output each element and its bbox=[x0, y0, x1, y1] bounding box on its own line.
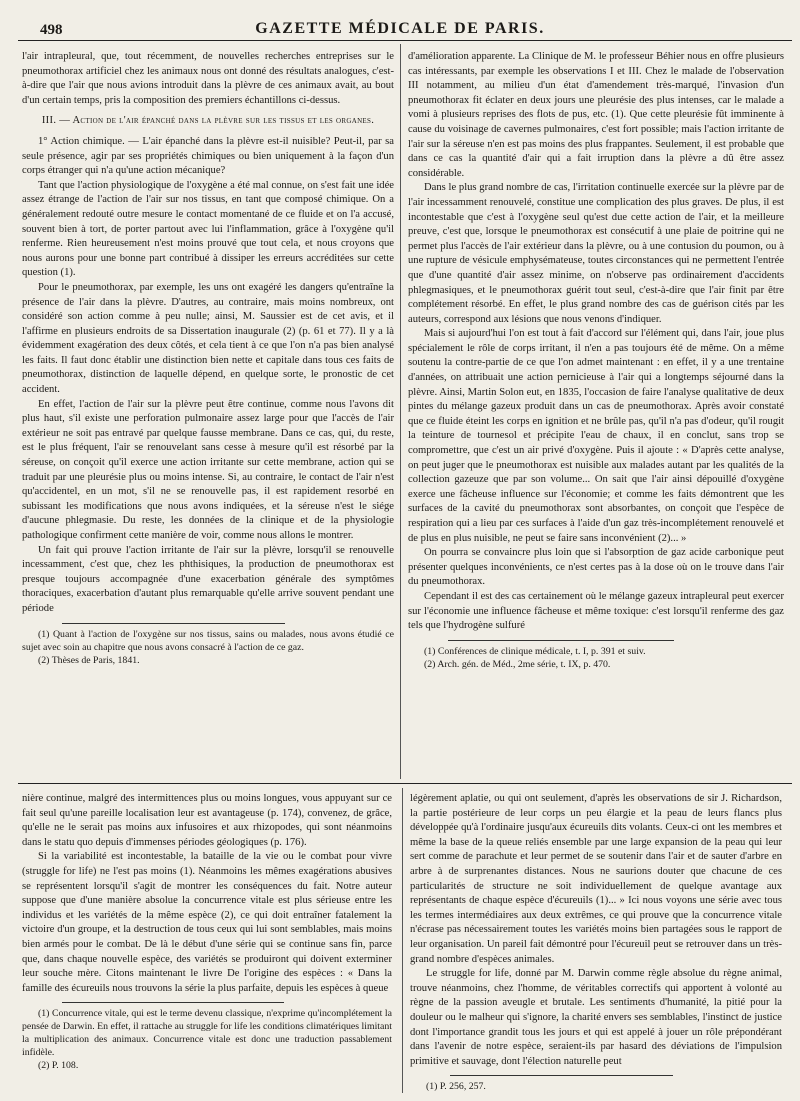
column-top-right bbox=[408, 50, 784, 776]
paragraph: Un fait qui prouve l'action irritante de l'air sur la plèvre, lorsqu'il se renouvelle incessamment, c'est que, chez les phthisiques, la production de pneumothorax est presque toujours accompagnée d'une exacerbation générale des symptômes thoraciques, exacerbation d'autant plus remarquable qu'elle arrive souvent pendant une période bbox=[22, 544, 394, 614]
paragraph: On pourra se convaincre plus loin que si l'absorption de gaz acide carbonique peut présenter quelques inconvénients, ce n'est certes pas à la dose où on le trouve dans l'air du pneumothorax. bbox=[408, 547, 784, 588]
footnote: (1) Concurrence vitale, qui est le terme devenu classique, n'exprime qu'incomplétement la pensée de Darwin. En effet, il rattache au struggle for life les conditions climatériques limitant la multiplication des animaux. Concurrence vitale est donc une traduction passablement infidèle. bbox=[22, 1008, 392, 1059]
paragraph: nière continue, malgré des intermittences plus ou moins longues, vous appuyant sur ce fait seul qu'une pareille localisation leur est avantageuse (p. 174), convenez, de grâce, qu'elle ne le serait pas moins aux infusoires et aux rhizopodes, qui sont néanmoins dans le statu quo depuis d'immenses périodes géologiques (p. 176). bbox=[22, 793, 392, 848]
section-heading: III. — Action de l'air épanché dans la plèvre sur les tissus et les organes. bbox=[41, 115, 375, 127]
footnote: (2) Arch. gén. de Méd., 2me série, t. IX, p. 470. bbox=[424, 658, 611, 670]
journal-title: GAZETTE MÉDICALE DE PARIS. bbox=[255, 20, 545, 37]
paragraph: Cependant il est des cas certainement où le mélange gazeux intrapleural peut exercer sur l'économie une influence fâcheuse et même toxique: c'est lorsqu'il renferme des gaz tels que l'hydrogène sulfuré bbox=[408, 590, 784, 632]
paragraph: l'air intrapleural, que, tout récemment, de nouvelles recherches entreprises sur le pneumothorax artificiel chez les animaux nous ont donné des résultats analogues, c'est-à-dire que l'air que nous avions introduit dans la plèvre de ces animaux avait, au bout d'un certain temps, pris la composition des premiers échantillons ci-dessus. bbox=[22, 51, 394, 106]
footnote: (2) P. 108. bbox=[38, 1060, 79, 1072]
section-rule bbox=[18, 783, 792, 784]
footnote: (1) Conférences de clinique médicale, t. I, p. 391 et suiv. bbox=[424, 645, 646, 657]
paragraph: d'amélioration apparente. La Clinique de M. le professeur Béhier nous en offre plusieurs cas intéressants, par exemple les observations I et III. Chez le malade de l'observation III notamment, au milieu d'un état d'amendement très-marqué, l'invasion d'un pneumothorax fit éclater en deux jours une pleurésie des plus intenses, car le malade a vomi à plusieurs reprises des flots de pus, etc. (1). Que cette pleurésie fût imminente à cause du voisinage de cavernes pulmonaires, c'est fort possible; mais l'action irritante de l'air sur la séreuse n'en est pas moins des plus frappantes. Seulement, il est probable que dans ce cas la quantité d'air qui a fait irruption dans la plèvre a dû être assez considérable. bbox=[408, 51, 784, 179]
paragraph: Dans le plus grand nombre de cas, l'irritation continuelle exercée sur la plèvre par de l'air incessamment renouvelé, constitue une complication des plus graves. De plus, il est incontestable que c'est à l'oxygène seul qu'est due cette action de l'air, et la meilleure preuve, c'est que, lorsque le pneumothorax est consécutif à une plaie de poitrine qui ne permet plus l'accès de l'air extérieur dans la plèvre, ou à une contusion du poumon, ou à une rupture de vésicule emphysémateuse, toutes circonstances qui ne permettent l'entrée que d'une quantité d'air assez minime, on n'observe pas ordinairement d'accidents phlegmasiques, et le pneumothorax guérit tout seul, c'est-à-dire que l'air finit par être complétement résorbé. En effet, le plus grand nombre des cas de guérison cités par les auteurs, correspond aux lésions que nous venons d'indiquer. bbox=[408, 182, 784, 325]
header-rule bbox=[18, 40, 792, 41]
footnote: (1) P. 256, 257. bbox=[426, 1081, 486, 1092]
paragraph: En effet, l'action de l'air sur la plèvre peut être continue, comme nous l'avons dit plus haut, s'il existe une perforation pulmonaire assez large pour que l'accès de l'air extérieur ne soit pas entravé par quelque fausse membrane. Dans ce cas, qui, du reste, est le plus fréquent, l'air se renouvelant sans cesse à mesure qu'il est résorbé par la séreuse, on conçoit qu'il exerce une action irritante sur cette membrane, action qui se traduit par une pleurésie plus ou moins intense. Si, au contraire, le contact de l'air n'est qu'accidentel, en un mot, s'il ne se renouvelle pas, il est rapidement resorbé en subissant les modifications que nous avons indiquées, et la séreuse n'est le siége d'aucune phlegmasie. Du reste, les données de la clinique et de la physiologie pathologique confirment cette manière de voir, comme nous allons le montrer. bbox=[22, 398, 394, 541]
paragraph: Si la variabilité est incontestable, la bataille de la vie ou le combat pour vivre (struggle for life) ne l'est pas moins (1). Néanmoins les mêmes exagérations abusives se représentent lorsqu'il s'agit de montrer les conséquences du fait. Notre auteur suppose que d'une manière absolue la concurrence vitale est plus sérieuse entre les individus et les variétés de la même espèce (2), ce qui doit entraîner fatalement la victoire d'un groupe, et la destruction de tous ceux qui lui sont semblables, mais moins bien armés pour le combat. De là le début d'une série qui se continue sans fin, parce que, dans chaque nouvelle espèce, des variétés se produiront qui doivent exterminer leur souche mère. Citons maintenant le livre De l'origine des espèces : « Dans la famille des écureuils nous trouvons la série la plus parfaite, depuis les espèces à queue bbox=[22, 851, 392, 994]
column-bottom-left bbox=[22, 792, 392, 1092]
footnote-separator bbox=[62, 1002, 284, 1003]
column-divider bbox=[400, 44, 401, 779]
footnote: (1) Quant à l'action de l'oxygène sur nos tissus, sains ou malades, nous avons étudié ce sujet avec soin au chapitre que nous avons consacré à l'action de ce gaz. bbox=[22, 628, 394, 653]
footnote: (2) Thèses de Paris, 1841. bbox=[38, 654, 140, 666]
paragraph: Pour le pneumothorax, par exemple, les uns ont exagéré les dangers qu'entraîne la présence de l'air dans la plèvre. D'autres, au contraire, mais moins nombreux, ont considéré son action comme à peu nulle; ainsi, M. Saussier est de cet avis, et il l'affirme en plusieurs endroits de sa Dissertation inaugurale (2) (p. 61 et 77). Il y a là évidemment exagération des deux côtés, et cela tient à ce que l'on n'a pas bien analysé les faits. Il faut donc établir une distinction bien nette et capitale dans tous ces faits de pneumothorax, distinction de laquelle dépend, en quelque sorte, le pronostic de cet accident. bbox=[22, 281, 394, 396]
paragraph: Mais si aujourd'hui l'on est tout à fait d'accord sur l'élément qui, dans l'air, joue plus spécialement le rôle de corps irritant, il n'en a pas toujours été de même. On a même soutenu la contre-partie de ce que l'on admet maintenant : en effet, il y a une trentaine d'années, on attribuait une action pernicieuse à l'air qui a longtemps séjourné dans la plèvre. Ainsi, Martin Solon eut, en 1835, l'occasion de faire l'analyse qualitative de deux pintes du mélange gazeux produit dans un cas de pneumothorax. Après avoir constaté que ce fluide éteint les corps en ignition et ne brûle pas, qu'il n'a pas d'odeur, qu'il rougit la teinture de tournesol et précipite l'eau de chaux, il en conclut, sans trop se compromettre, que c'est un air privé d'oxygène. Puis il ajoute : « D'après cette analyse, on peut juger que le pneumothorax est nuisible aux malades autant par les qualités de la collection gazeuze que par son volume... On sait que l'air ainsi dépouillé d'oxygène exerce une fâcheuse influence sur l'économie; et comme les faits démontrent que les surfaces de la cavité du pneumothorax sont absorbantes, on conçoit que l'espèce de respiration qui a lieu par ces surfaces à l'aide d'un gaz très-incomplétement renouvelé et de plus en plus nuisible, ne peut se faire sans inconvénient (2)... » bbox=[408, 328, 784, 544]
column-bottom-right bbox=[410, 792, 782, 1092]
page-number: 498 bbox=[40, 22, 63, 38]
paragraph: 1° Action chimique. — L'air épanché dans la plèvre est-il nuisible? Peut-il, par sa seule présence, agir par ses propriétés chimiques ou bien uniquement à la façon d'un corps étranger qui n'a qu'une action mécanique? bbox=[22, 135, 394, 177]
column-divider bbox=[402, 788, 403, 1093]
paragraph: Tant que l'action physiologique de l'oxygène a été mal connue, on s'est fait une idée assez étrange de l'action de l'air sur nos tissus, en tant que composé chimique. On a généralement redouté outre mesure le contact momentané de ce fluide et on l'a accusé, souvent bien à tort, de porter partout avec lui l'inflammation, grâce à l'oxygène qu'il renferme. Rien heureusement n'est moins prouvé que tout cela, et nous croyons que nous aurons pour une bonne part contribué à dissiper les erreurs accréditées sur cette question (1). bbox=[22, 179, 394, 279]
paragraph: Le struggle for life, donné par M. Darwin comme règle absolue du règne animal, trouve néanmoins, chez l'homme, de véritables correctifs qui apportent à volonté au règne de la passion aveugle et brutale. Les sentiments d'humanité, la pitié pour la douleur ou le malheur qui s'ignore, la charité envers ses semblables, l'instinct de justice dont l'importance grandit tous les jours et qui est appelé à jouer un rôle prépondérant dans l'avenir de notre espèce, seraient-ils par hasard des déviations de l'impulsion primitive et sauvage, dont l'élection naturelle peut bbox=[410, 968, 782, 1067]
footnote-separator bbox=[450, 1075, 673, 1076]
paragraph: légèrement aplatie, ou qui ont seulement, d'après les observations de sir J. Richardson, la partie postérieure de leur corps un peu élargie et la peau de leurs flancs plus développée qu'à l'ordinaire jusqu'aux écureuils dits volants. Ceux-ci ont les membres et même la base de la queue reliés ensemble par une large expansion de la peau qui leur sert comme de parachute et leur permet de se soutenir dans l'air et de sauter d'arbre en arbre à de surprenantes distances. Nous ne saurions douter que chacune de ces particularités de structure ne soit individuellement de quelque avantage aux représentants de chaque espèce d'écureuils (1)... » Ici nous voyons une série avec tous les termes intermédiaires aux deux extrêmes, ce qui prouve que la concurrence vitale n'écrase pas nécessairement toutes les variétés moins bien partagées sous le rapport de leur organisation. Un pareil fait démontré pour l'écureuil peut se retrouver dans un très-grand nombre d'espèces animales. bbox=[410, 793, 782, 965]
page-header bbox=[0, 14, 800, 42]
footnote-separator bbox=[62, 623, 285, 624]
footnote-separator bbox=[448, 640, 674, 641]
column-top-left bbox=[22, 50, 394, 776]
